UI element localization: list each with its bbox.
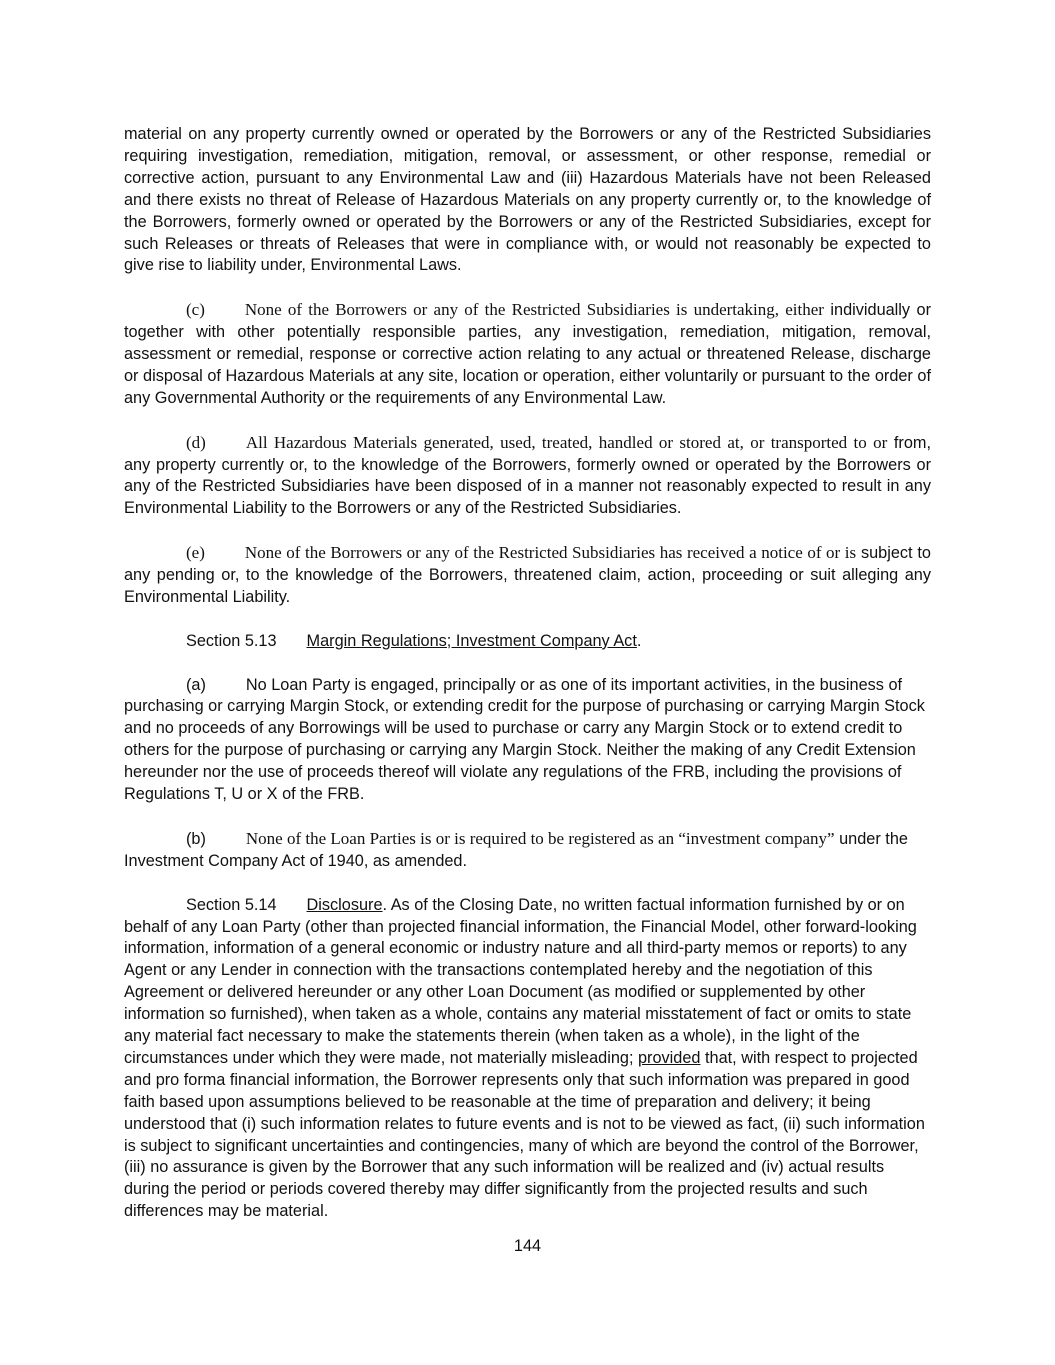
section-5-13-b-text: under the Investment Company Act of 1940, as amended. bbox=[124, 829, 908, 870]
paragraph-e-lead: None of the Borrowers or any of the Restricted Subsidiaries has received a notice of or is bbox=[244, 543, 857, 563]
section-5-13-a-label: (a) bbox=[186, 675, 206, 694]
section-5-14-title: Disclosure bbox=[306, 895, 383, 914]
section-5-14-provided: provided bbox=[638, 1048, 701, 1067]
section-5-13-heading bbox=[124, 631, 931, 653]
paragraph-d bbox=[124, 432, 931, 521]
section-5-13-b bbox=[124, 828, 931, 873]
section-5-13-a bbox=[124, 675, 931, 806]
section-5-13-a-text: No Loan Party is engaged, principally or as one of its important activities, in the business of purchasing or carrying Margin Stock, or extending credit for the purpose of purchasing or carrying Margin Stock and no proceeds of any Borrowings will be used to purchase or carry any Margin Stock or to extend credit to others for the purpose of purchasing or carrying any Margin Stock. Neither the making of any Credit Extension hereunder nor the use of proceeds thereof will violate any regulations of the FRB, including the provisions of Regulations T, U or X of the FRB. bbox=[124, 675, 925, 804]
paragraph-e-text: subject to any pending or, to the knowledge of the Borrowers, threatened claim, action, proceeding or suit alleging any Environmental Liability. bbox=[124, 544, 931, 606]
paragraph-c-label: (c) bbox=[186, 300, 205, 320]
section-5-14-text-b: that, with respect to projected and pro forma financial information, the Borrower represents only that such information was prepared in good faith based upon assumptions believed to be reasonable at the time of preparation and delivery; it being understood that (i) such information relates to future events and is not to be viewed as fact, (ii) such information is subject to significant uncertainties and contingencies, many of which are beyond the control of the Borrower, (iii) no assurance is given by the Borrower that any such information will be realized and (iv) actual results during the period or periods covered thereby may differ significantly from the projected results and such differences may be material. bbox=[124, 1048, 925, 1221]
section-5-13-number: Section 5.13 bbox=[186, 631, 277, 650]
paragraph-e-label: (e) bbox=[186, 543, 205, 563]
paragraph-d-label: (d) bbox=[186, 432, 206, 452]
section-5-13-period: . bbox=[636, 631, 642, 650]
paragraph-d-text: from, any property currently or, to the knowledge of the Borrowers, formerly owned or operated by the Borrowers or any of the Restricted Subsidiaries have been disposed of in a manner not reasonably expected to result in any Environmental Liability to the Borrowers or any of the Restricted Subsidiaries. bbox=[124, 433, 931, 518]
paragraph-c bbox=[124, 299, 931, 410]
section-5-13-title: Margin Regulations; Investment Company Act bbox=[306, 631, 637, 650]
page-number: 144 bbox=[513, 1237, 542, 1255]
section-5-14-number: Section 5.14 bbox=[186, 895, 277, 914]
section-5-13-b-label: (b) bbox=[186, 829, 206, 848]
paragraph-intro: material on any property currently owned or operated by the Borrowers or any of the Restricted Subsidiaries requiring investigation, remediation, mitigation, removal, or assessment, or other response, remedial or corrective action, pursuant to any Environmental Law and (iii) Hazardous Materials have not been Released and there exists no threat of Release of Hazardous Materials on any property currently or, to the knowledge of the Borrowers, formerly owned or operated by the Borrowers or any of the Restricted Subsidiaries, except for such Releases or threats of Releases that were in compliance with, or would not reasonably be expected to give rise to liability under, Environmental Laws. bbox=[124, 125, 931, 275]
document-page bbox=[124, 124, 931, 1223]
section-5-14 bbox=[124, 895, 931, 1224]
section-5-14-text-a: . As of the Closing Date, no written factual information furnished by or on behalf of any Loan Party (other than projected financial information, the Financial Model, other forward-looking information, information of a general economic or industry nature and all third-party memos or reports) to any Agent or any Lender in connection with the transactions contemplated hereby and the negotiation of this Agreement or delivered hereunder or any other Loan Document (as modified or supplemented by other information so furnished), when taken as a whole, contains any material misstatement of fact or omits to state any material fact necessary to make the statements therein (when taken as a whole), in the light of the circumstances under which they were made, not materially misleading; bbox=[124, 895, 917, 1067]
paragraph-e bbox=[124, 542, 931, 609]
paragraph-c-text: individually or together with other potentially responsible parties, any investigation, remediation, mitigation, removal, assessment or remedial, response or corrective action relating to any actual or threatened Release, discharge or disposal of Hazardous Materials at any site, location or operation, either voluntarily or pursuant to the order of any Governmental Authority or the requirements of any Environmental Law. bbox=[124, 301, 931, 407]
paragraph-d-lead: All Hazardous Materials generated, used, treated, handled or stored at, or transported to or bbox=[245, 432, 888, 452]
section-5-13-b-lead: None of the Loan Parties is or is required to be registered as an “investment company” bbox=[245, 828, 835, 848]
paragraph-c-lead: None of the Borrowers or any of the Restricted Subsidiaries is undertaking, either bbox=[244, 300, 824, 320]
